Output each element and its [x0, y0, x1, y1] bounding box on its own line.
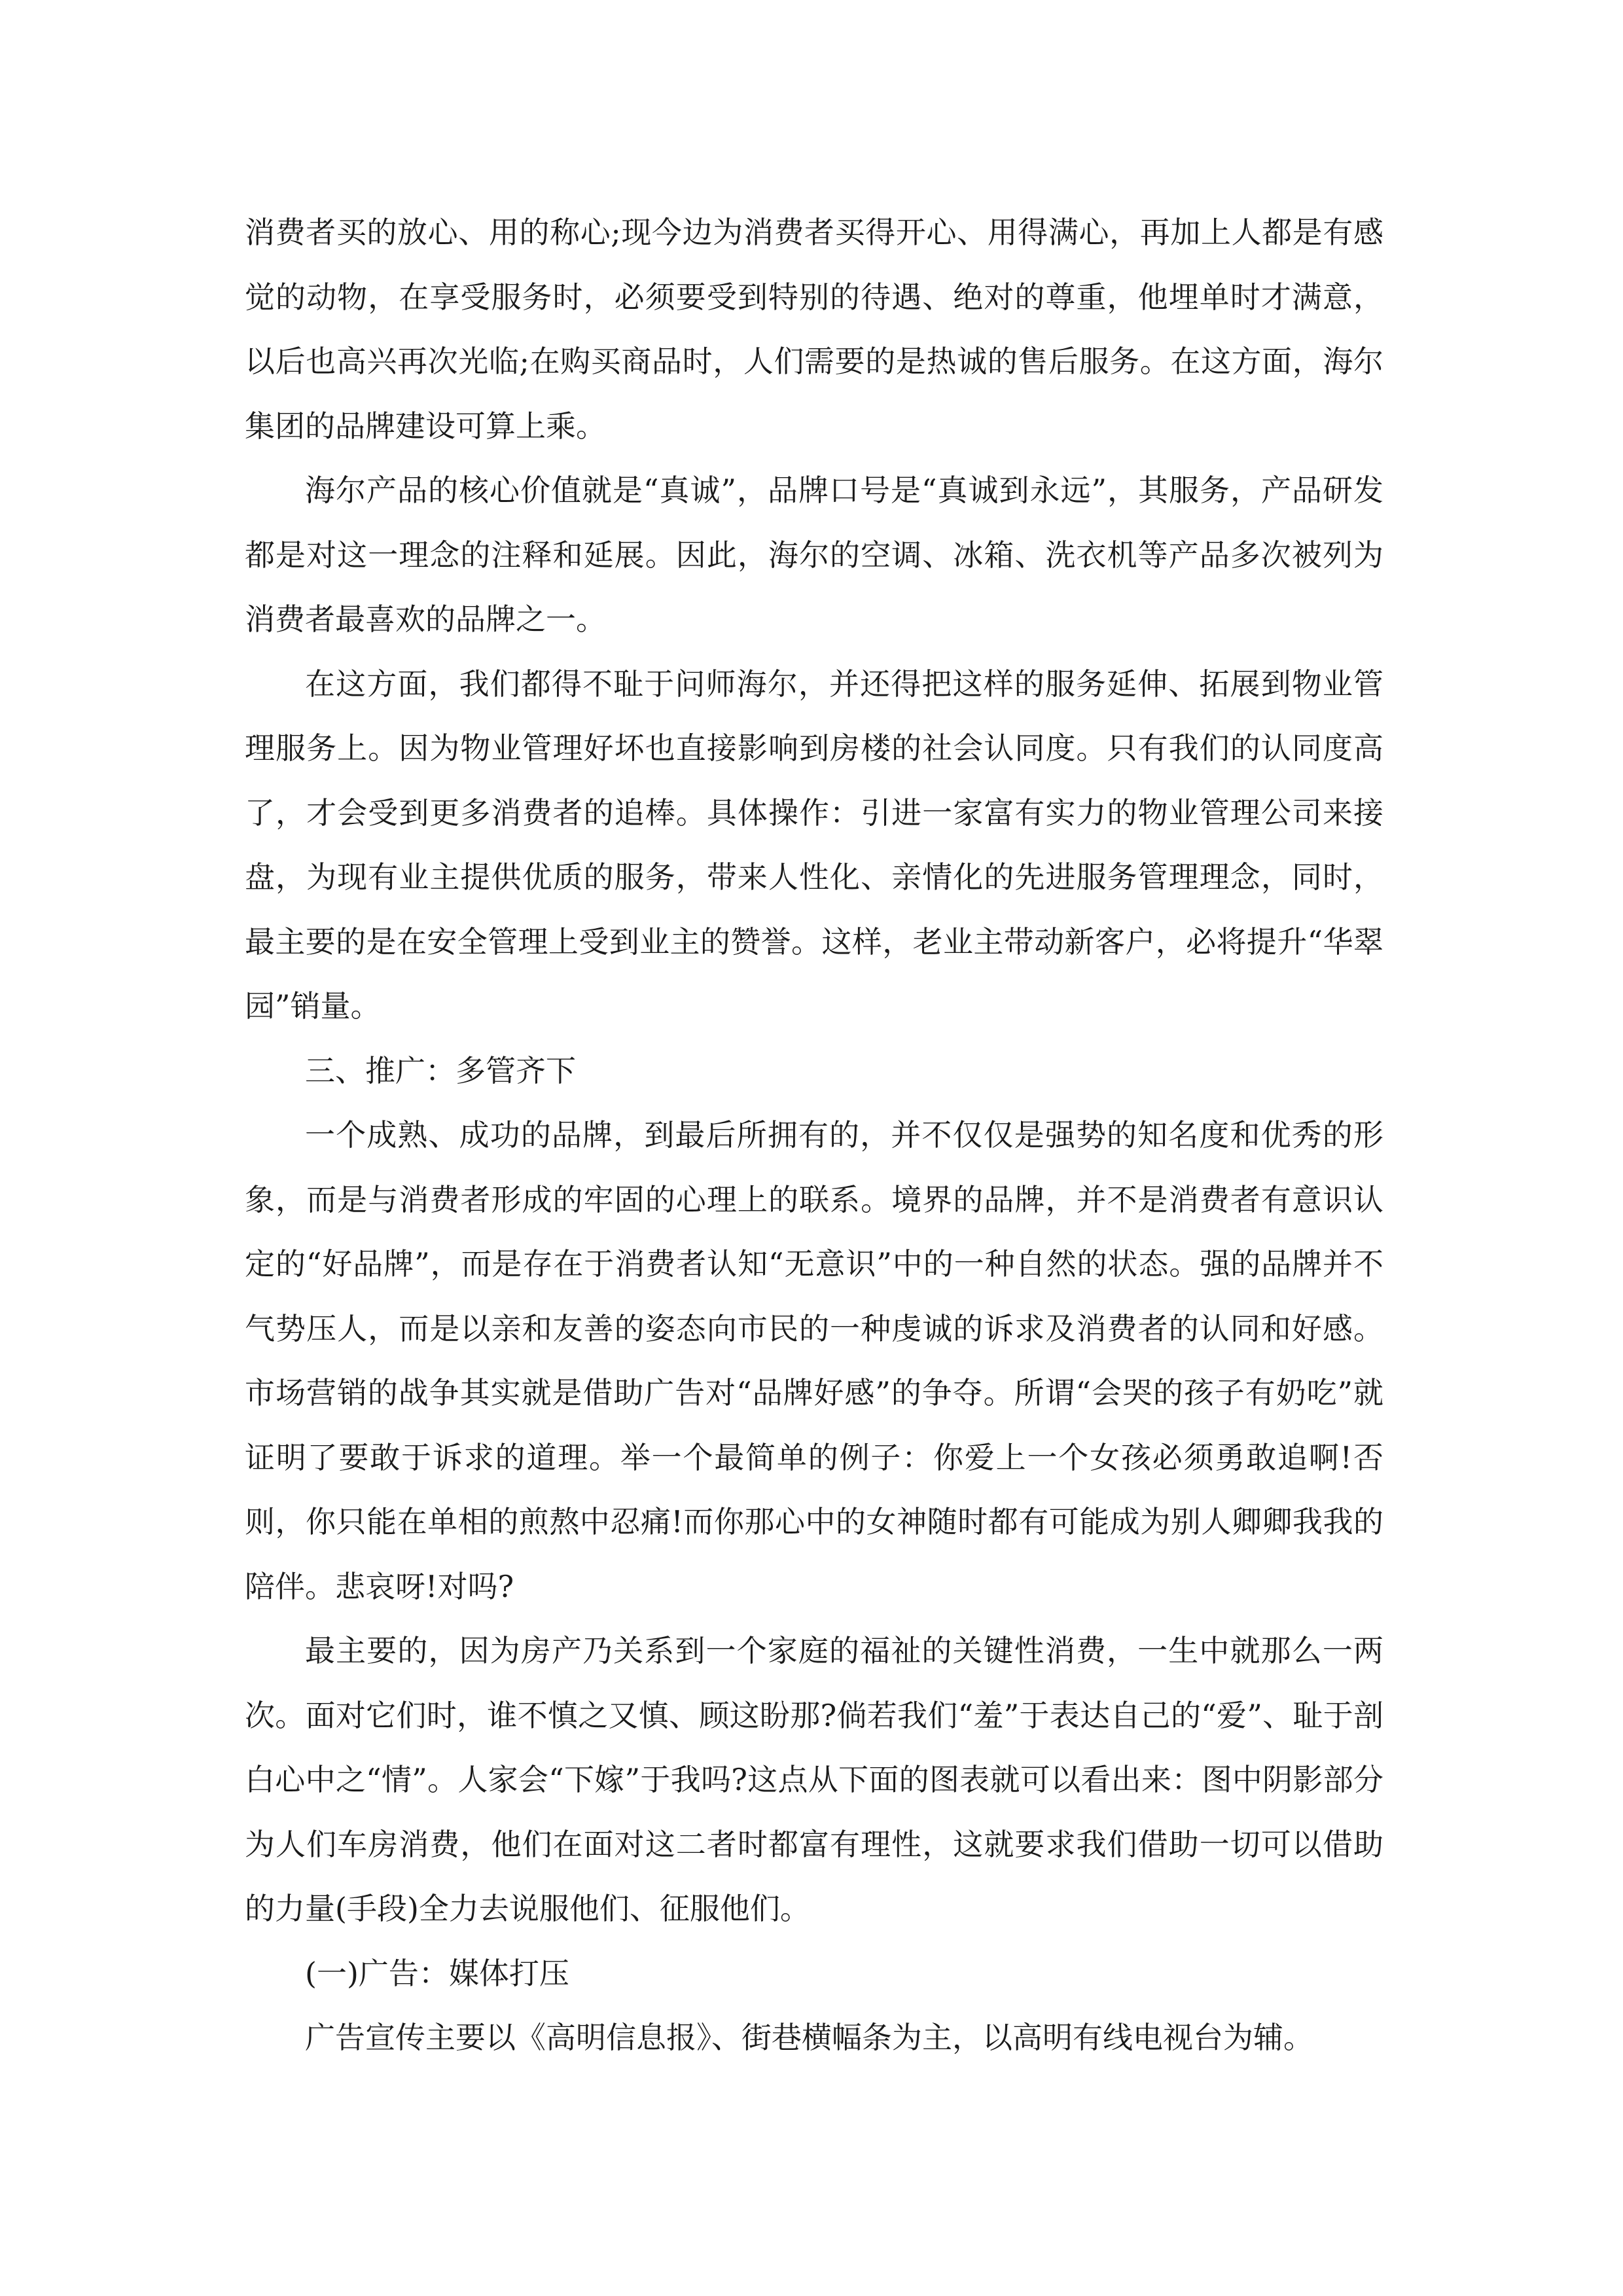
paragraph-service-intro: 消费者买的放心、用的称心;现今边为消费者买得开心、用得满心，再加上人都是有感觉的动物，在享受服务时，必须要受到特别的待遇、绝对的尊重，他埋单时才满意，以后也高兴再次光临;在购买商品时，人们需要的是热诚的售后服务。在这方面，海尔集团的品牌建设可算上乘。 — [245, 215, 1383, 444]
paragraph-property-management: 在这方面，我们都得不耻于问师海尔，并还得把这样的服务延伸、拓展到物业管理服务上。因为物业管理好坏也直接影响到房楼的社会认同度。只有我们的认同度高了，才会受到更多消费者的追棒。具体操作：引进一家富有实力的物业管理公司来接盘，为现有业主提供优质的服务，带来人性化、亲情化的先进服务管理理念，同时，最主要的是在安全管理上受到业主的赞誉。这样，老业主带动新客户，必将提升“华翠园”销量。 — [245, 666, 1383, 1024]
paragraph-housing-consumption: 最主要的，因为房产乃关系到一个家庭的福祉的关键性消费，一生中就那么一两次。面对它们时，谁不慎之又慎、顾这盼那?倘若我们“羞”于表达自己的“爱”、耻于剖白心中之“情”。人家会“下嫁”于我吗?这点从下面的图表就可以看出来：图中阴影部分为人们车房消费，他们在面对这二者时都富有理性，这就要求我们借助一切可以借助的力量(手段)全力去说服他们、征服他们。 — [245, 1633, 1383, 1926]
document-page — [245, 200, 1383, 2070]
section-heading-promotion: 三、推广：多管齐下 — [305, 1052, 576, 1088]
paragraph-haier-core-value: 海尔产品的核心价值就是“真诚”，品牌口号是“真诚到永远”，其服务，产品研发都是对这一理念的注释和延展。因此，海尔的空调、冰箱、洗衣机等产品多次被列为消费者最喜欢的品牌之一。 — [245, 473, 1383, 637]
paragraph-brand-maturity: 一个成熟、成功的品牌，到最后所拥有的，并不仅仅是强势的知名度和优秀的形象，而是与消费者形成的牢固的心理上的联系。境界的品牌，并不是消费者有意识认定的“好品牌”，而是存在于消费者认知“无意识”中的一种自然的状态。强的品牌并不气势压人，而是以亲和友善的姿态向市民的一种虔诚的诉求及消费者的认同和好感。市场营销的战争其实就是借助广告对“品牌好感”的争夺。所谓“会哭的孩子有奶吃”就证明了要敢于诉求的道理。举一个最简单的例子：你爱上一个女孩必须勇敢追啊!否则，你只能在单相的煎熬中忍痛!而你那心中的女神随时都有可能成为别人卿卿我我的陪伴。悲哀呀!对吗? — [245, 1117, 1383, 1604]
subsection-heading-advertising: (一)广告：媒体打压 — [305, 1955, 569, 1991]
paragraph-advertising-media: 广告宣传主要以《高明信息报》、街巷横幅条为主，以高明有线电视台为辅。 — [305, 2020, 1313, 2055]
